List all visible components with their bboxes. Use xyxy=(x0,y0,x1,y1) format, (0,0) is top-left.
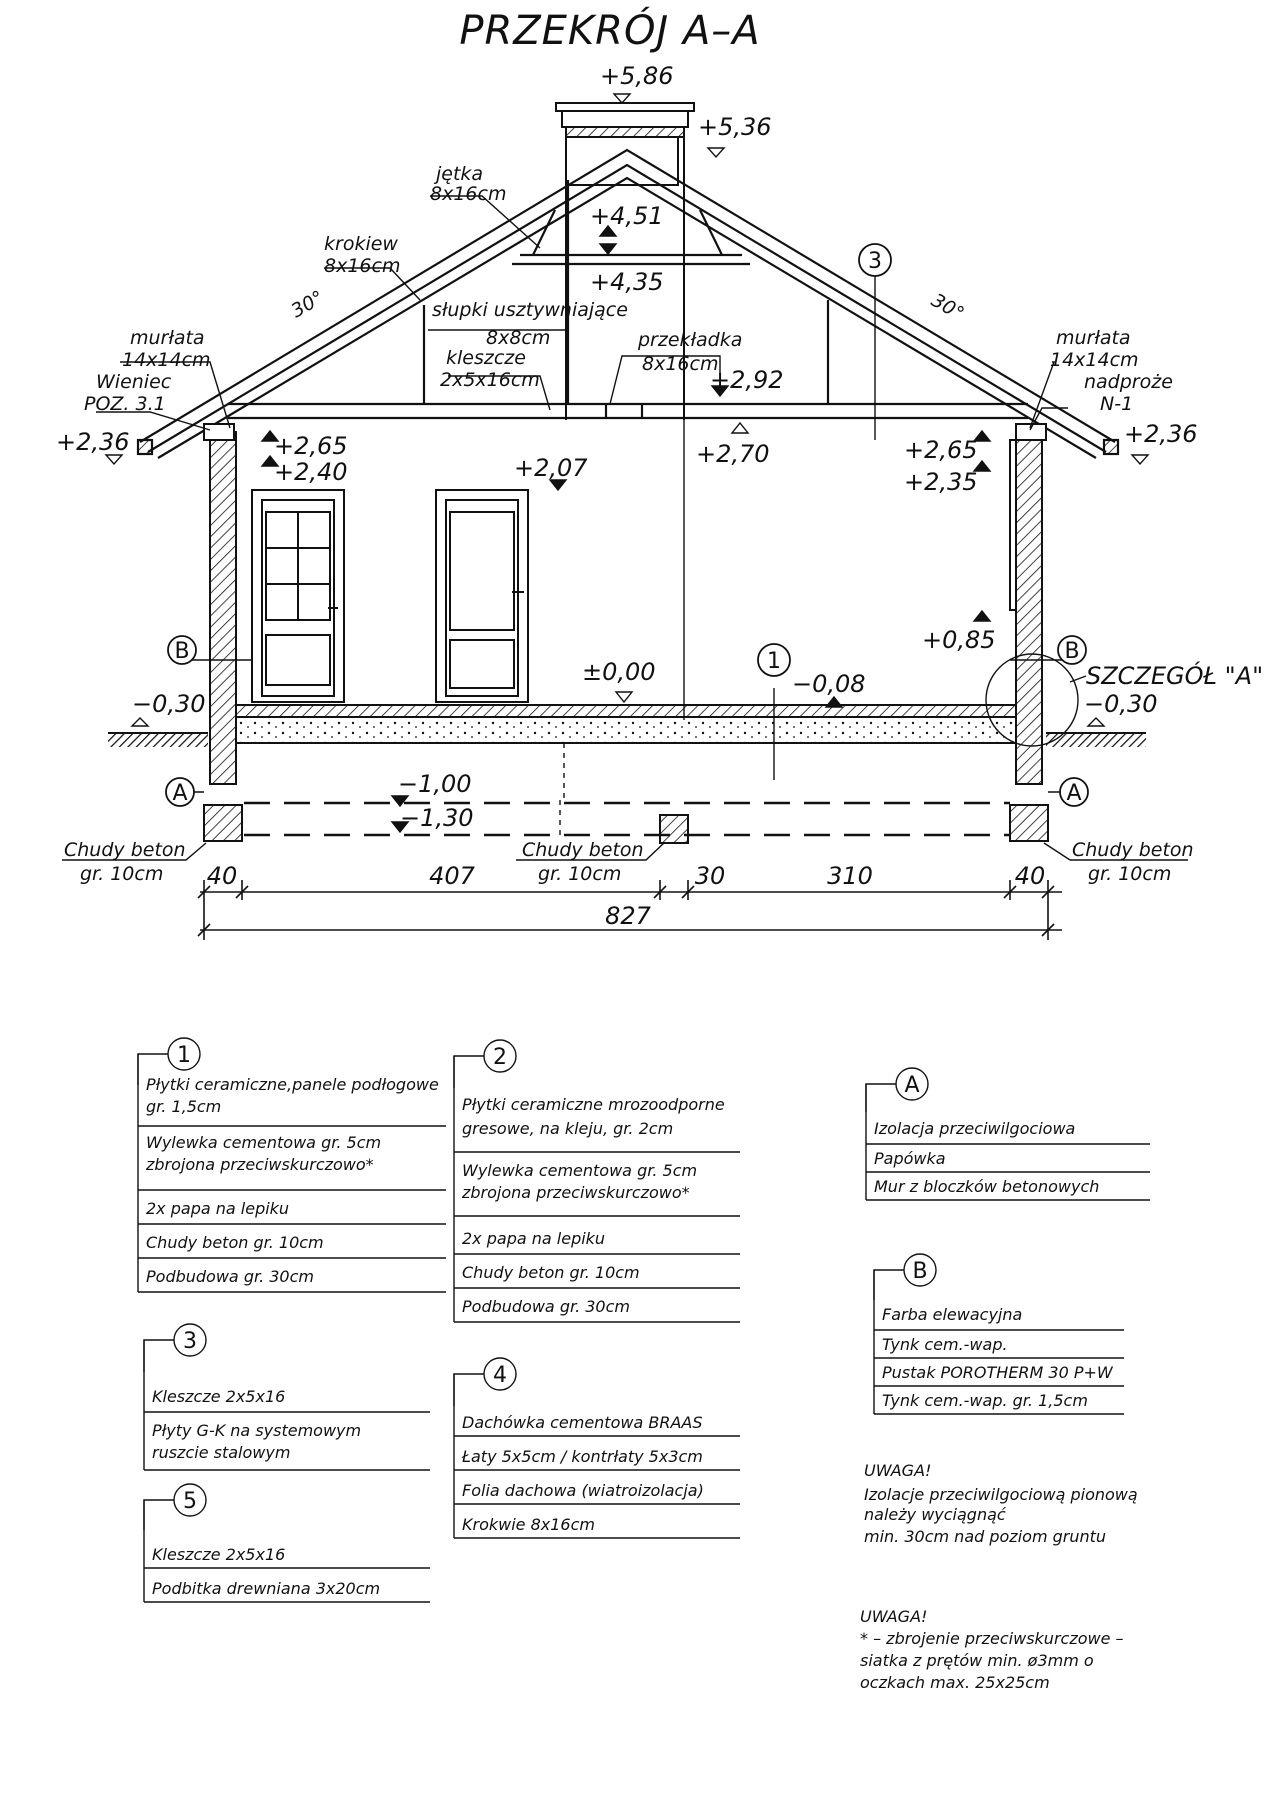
tag-b-left: B xyxy=(174,639,190,664)
label-przekladka-dim: 8x16cm xyxy=(642,353,719,375)
label-slupki: słupki usztywniające xyxy=(432,299,628,321)
legend-4-row: Krokwie 8x16cm xyxy=(462,1515,595,1534)
legend-1-row: Płytki ceramiczne,panele podłogowe xyxy=(146,1075,439,1094)
label-angle-left: 30° xyxy=(287,286,328,323)
legend-3-row: Kleszcze 2x5x16 xyxy=(152,1387,286,1406)
legend-2-row: gresowe, na kleju, gr. 2cm xyxy=(462,1119,674,1138)
legend-1-tag: 1 xyxy=(177,1043,191,1068)
dim-407: 407 xyxy=(429,862,475,890)
level-minus-008: −0,08 xyxy=(792,670,866,698)
legend-b-row: Tynk cem.-wap. gr. 1,5cm xyxy=(882,1391,1088,1410)
legend-a-row: Papówka xyxy=(874,1149,946,1168)
label-chudy-1b: gr. 10cm xyxy=(80,863,164,885)
legend-2-row: Płytki ceramiczne mrozoodporne xyxy=(462,1095,725,1114)
label-chudy-2: Chudy beton xyxy=(522,839,644,861)
legend-a-row: Izolacja przeciwilgociowa xyxy=(874,1119,1076,1138)
tag-b-right: B xyxy=(1064,639,1080,664)
label-nadproze: nadproże xyxy=(1084,371,1173,393)
roof xyxy=(138,150,1118,458)
note-2-line: oczkach max. 25x25cm xyxy=(860,1673,1050,1692)
label-murlata-right-dim: 14x14cm xyxy=(1050,349,1139,371)
legend-2-row: zbrojona przeciwskurczowo* xyxy=(462,1183,690,1202)
legend-b-row: Tynk cem.-wap. xyxy=(882,1335,1008,1354)
dim-40-left: 40 xyxy=(206,862,238,890)
legend-4-row: Dachówka cementowa BRAAS xyxy=(462,1413,703,1432)
level-435: +4,35 xyxy=(590,268,664,296)
tag-3: 3 xyxy=(868,249,882,274)
level-292: +2,92 xyxy=(710,366,784,394)
dim-310: 310 xyxy=(827,862,873,890)
legend-3-row: ruszcie stalowym xyxy=(152,1443,291,1462)
legend-1-row: zbrojona przeciwskurczowo* xyxy=(146,1155,374,1174)
legend-5-row: Kleszcze 2x5x16 xyxy=(152,1545,286,1564)
label-angle-right: 30° xyxy=(927,289,968,326)
level-240: +2,40 xyxy=(274,458,348,486)
label-przekladka: przekładka xyxy=(638,329,743,351)
label-wieniec: Wieniec xyxy=(96,371,172,393)
level-265-left: +2,65 xyxy=(274,432,348,460)
legend-2-row: Podbudowa gr. 30cm xyxy=(462,1297,630,1316)
label-slupki-dim: 8x8cm xyxy=(486,327,551,349)
level-minus-030-left: −0,30 xyxy=(132,690,206,718)
level-265-right: +2,65 xyxy=(904,436,978,464)
level-236-right: +2,36 xyxy=(1124,420,1198,448)
label-wieniec-poz: POZ. 3.1 xyxy=(84,393,166,415)
level-235: +2,35 xyxy=(904,468,978,496)
legend-2-row: 2x papa na lepiku xyxy=(462,1229,606,1248)
level-minus-030-right: −0,30 xyxy=(1084,690,1158,718)
tag-1: 1 xyxy=(767,649,781,674)
label-chudy-3b: gr. 10cm xyxy=(1088,863,1172,885)
drawing-title: PRZEKRÓJ A–A xyxy=(459,8,761,54)
label-murlata-left: murłata xyxy=(130,327,205,349)
note-1-line: należy wyciągnąć xyxy=(864,1505,1006,1524)
label-jetka-dim: 8x16cm xyxy=(430,183,507,205)
legend-b-row: Pustak POROTHERM 30 P+W xyxy=(882,1363,1113,1382)
legend-b-row: Farba elewacyjna xyxy=(882,1305,1023,1324)
legend-1-row: gr. 1,5cm xyxy=(146,1097,222,1116)
internal-footing-dashed xyxy=(560,743,564,840)
legend-4-row: Folia dachowa (wiatroizolacja) xyxy=(462,1481,704,1500)
legend-5-row: Podbitka drewniana 3x20cm xyxy=(152,1579,381,1598)
label-chudy-1: Chudy beton xyxy=(64,839,186,861)
note-1-line: Izolacje przeciwilgociową pionową xyxy=(864,1485,1138,1504)
legend-b-tag: B xyxy=(912,1259,928,1284)
legend-1-row: Chudy beton gr. 10cm xyxy=(146,1233,324,1252)
note-1-line: UWAGA! xyxy=(864,1461,932,1480)
note-2-line: UWAGA! xyxy=(860,1607,928,1626)
foundation-dashed xyxy=(244,803,1010,835)
label-szczegol: SZCZEGÓŁ "A" xyxy=(1086,662,1264,690)
legend-1-row: Wylewka cementowa gr. 5cm xyxy=(146,1133,382,1152)
legend-a-tag: A xyxy=(904,1073,920,1098)
dim-30: 30 xyxy=(694,862,726,890)
label-chudy-2b: gr. 10cm xyxy=(538,863,622,885)
tag-a-right: A xyxy=(1066,781,1082,806)
legend-1-row: 2x papa na lepiku xyxy=(146,1199,290,1218)
level-236-left: +2,36 xyxy=(56,428,130,456)
label-kleszcze-dim: 2x5x16cm xyxy=(440,369,540,391)
dim-827: 827 xyxy=(605,902,651,930)
label-chudy-3: Chudy beton xyxy=(1072,839,1194,861)
tag-a-left: A xyxy=(172,781,188,806)
level-536: +5,36 xyxy=(698,113,772,141)
level-minus-100: −1,00 xyxy=(398,770,472,798)
floor-slab xyxy=(108,705,1146,747)
legend-2-tag: 2 xyxy=(493,1045,507,1070)
label-jetka: jętka xyxy=(436,163,484,185)
level-451: +4,51 xyxy=(590,202,664,230)
level-minus-130: −1,30 xyxy=(400,804,474,832)
label-kleszcze: kleszcze xyxy=(446,347,526,369)
legend-1-row: Podbudowa gr. 30cm xyxy=(146,1267,314,1286)
legend-3-tag: 3 xyxy=(183,1329,197,1354)
door-middle xyxy=(436,490,528,702)
legend-4-tag: 4 xyxy=(493,1363,507,1388)
label-murlata-right: murłata xyxy=(1056,327,1131,349)
legend-2-row: Wylewka cementowa gr. 5cm xyxy=(462,1161,698,1180)
legend-5-tag: 5 xyxy=(183,1489,197,1514)
legend-2-row: Chudy beton gr. 10cm xyxy=(462,1263,640,1282)
legend-a-row: Mur z bloczków betonowych xyxy=(874,1177,1100,1196)
note-2-line: * – zbrojenie przeciwskurczowe – xyxy=(860,1629,1124,1648)
legend-3-row: Płyty G-K na systemowym xyxy=(152,1421,362,1440)
label-nadproze-dim: N-1 xyxy=(1100,393,1134,415)
note-1-line: min. 30cm nad poziom gruntu xyxy=(864,1527,1107,1546)
label-murlata-left-dim: 14x14cm xyxy=(122,349,211,371)
legend-4-row: Łaty 5x5cm / kontrłaty 5x3cm xyxy=(462,1447,703,1466)
dim-40-right: 40 xyxy=(1014,862,1046,890)
label-krokiew: krokiew xyxy=(324,233,398,255)
level-270: +2,70 xyxy=(696,440,770,468)
level-000: ±0,00 xyxy=(582,658,656,686)
level-586: +5,86 xyxy=(600,62,674,90)
door-left xyxy=(252,490,344,702)
level-207: +2,07 xyxy=(514,454,588,482)
level-085: +0,85 xyxy=(922,626,996,654)
label-krokiew-dim: 8x16cm xyxy=(324,255,401,277)
note-2-line: siatka z prętów min. ø3mm o xyxy=(860,1651,1094,1670)
